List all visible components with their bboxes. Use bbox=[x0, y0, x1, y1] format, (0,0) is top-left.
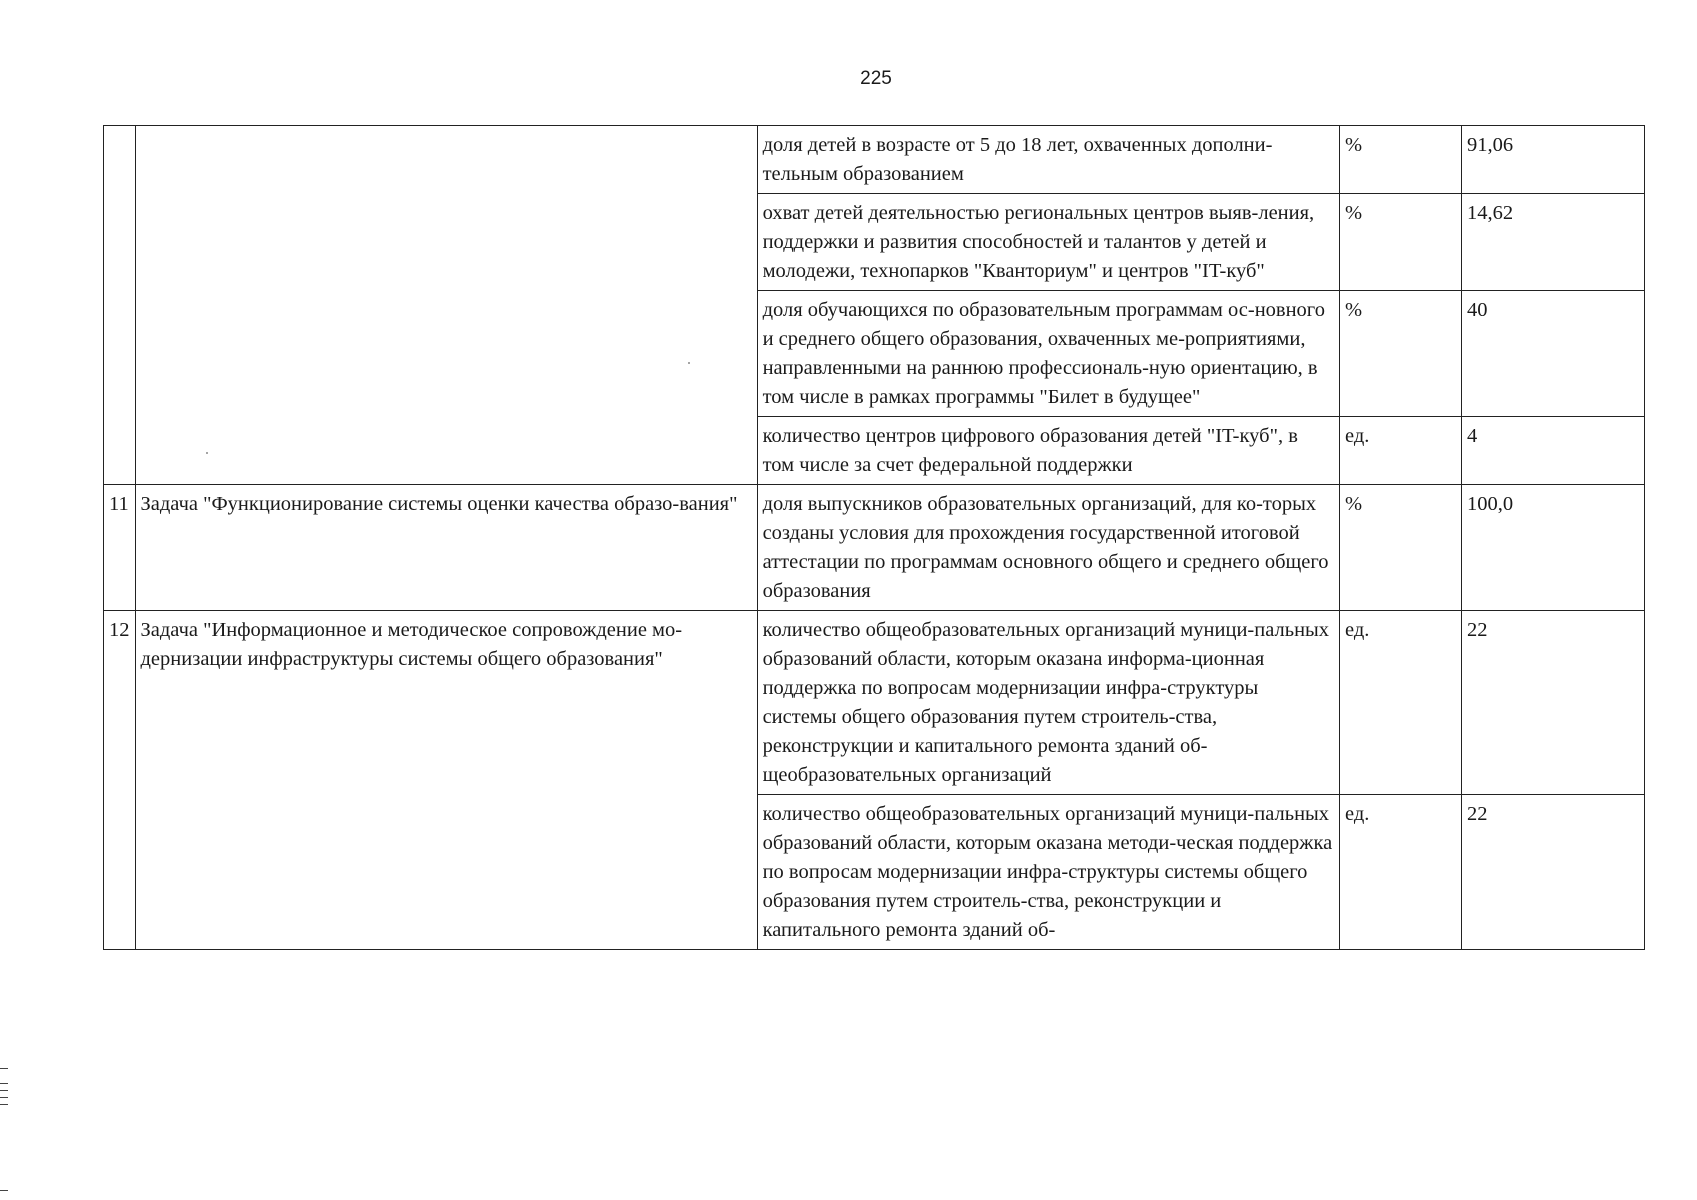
scan-dot bbox=[688, 362, 690, 364]
table-row bbox=[104, 485, 1645, 611]
unit-cell: ед. bbox=[1340, 417, 1462, 485]
scan-edge-mark bbox=[0, 1083, 8, 1084]
table-row bbox=[104, 611, 1645, 795]
table-row bbox=[104, 126, 1645, 194]
indicator-cell: доля обучающихся по образовательным программам ос-новного и среднего общего образования, охваченных ме-роприятиями, направленными на раннюю профессиональ-ную ориентацию, в том числе в рамках программы "Билет в будущее" bbox=[757, 291, 1339, 417]
value-cell: 4 bbox=[1461, 417, 1644, 485]
unit-cell: % bbox=[1340, 126, 1462, 194]
unit-cell: % bbox=[1340, 194, 1462, 291]
task-cell: Задача "Функционирование системы оценки качества образо-вания" bbox=[135, 485, 757, 611]
row-number-cell: 11 bbox=[104, 485, 136, 611]
scan-edge-mark bbox=[0, 1090, 8, 1091]
indicator-cell: доля выпускников образовательных организаций, для ко-торых созданы условия для прохождения государственной итоговой аттестации по программам основного общего и среднего общего образования bbox=[757, 485, 1339, 611]
indicator-cell: количество общеобразовательных организаций муници-пальных образований области, которым оказана методи-ческая поддержка по вопросам модернизации инфра-структуры системы общего образования путем строитель-ства, реконструкции и капитального ремонта зданий об- bbox=[757, 795, 1339, 950]
unit-cell: ед. bbox=[1340, 795, 1462, 950]
scan-dot bbox=[206, 452, 208, 454]
scan-edge-mark bbox=[0, 1104, 8, 1105]
unit-cell: % bbox=[1340, 485, 1462, 611]
page-number: 225 bbox=[860, 68, 892, 89]
value-cell: 14,62 bbox=[1461, 194, 1644, 291]
scan-edge-mark bbox=[0, 1097, 8, 1098]
row-number-cell bbox=[104, 126, 136, 485]
task-cell: Задача "Информационное и методическое сопровождение мо-дернизации инфраструктуры системы общего образования" bbox=[135, 611, 757, 950]
unit-cell: % bbox=[1340, 291, 1462, 417]
scan-edge-mark bbox=[0, 1190, 8, 1191]
value-cell: 40 bbox=[1461, 291, 1644, 417]
value-cell: 91,06 bbox=[1461, 126, 1644, 194]
value-cell: 22 bbox=[1461, 795, 1644, 950]
indicator-cell: количество центров цифрового образования детей "IT-куб", в том числе за счет федеральной поддержки bbox=[757, 417, 1339, 485]
task-cell bbox=[135, 126, 757, 485]
indicator-cell: доля детей в возрасте от 5 до 18 лет, охваченных дополни-тельным образованием bbox=[757, 126, 1339, 194]
indicators-table bbox=[103, 125, 1645, 950]
indicator-cell: количество общеобразовательных организаций муници-пальных образований области, которым оказана информа-ционная поддержка по вопросам модернизации инфра-структуры системы общего образования путем строитель-ства, реконструкции и капитального ремонта зданий об-щеобразовательных организаций bbox=[757, 611, 1339, 795]
value-cell: 22 bbox=[1461, 611, 1644, 795]
row-number-cell: 12 bbox=[104, 611, 136, 950]
indicator-cell: охват детей деятельностью региональных центров выяв-ления, поддержки и развития способностей и талантов у детей и молодежи, технопарков "Кванториум" и центров "IT-куб" bbox=[757, 194, 1339, 291]
unit-cell: ед. bbox=[1340, 611, 1462, 795]
scan-edge-mark bbox=[0, 1068, 8, 1069]
value-cell: 100,0 bbox=[1461, 485, 1644, 611]
